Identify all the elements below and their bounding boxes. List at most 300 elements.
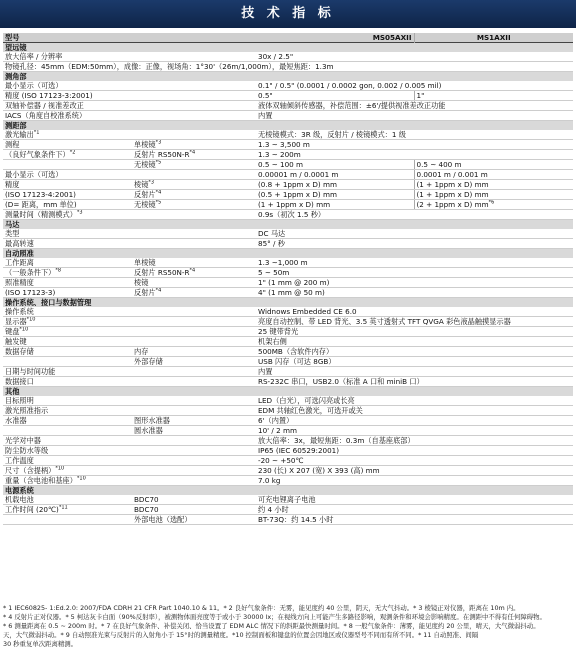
section-title: [3, 298, 573, 308]
spec-subitem: [132, 140, 256, 150]
spec-subitem: [132, 456, 256, 466]
spec-subitem: [132, 436, 256, 446]
section-title: [3, 121, 573, 131]
footnote-ref: *6: [488, 199, 495, 206]
spec-row: [3, 515, 573, 525]
spec-item: [3, 278, 132, 288]
spec-value: [256, 337, 573, 347]
spec-row: [3, 357, 573, 367]
spec-row: [3, 466, 573, 476]
spec-item: [3, 130, 132, 140]
spec-item: [3, 495, 132, 505]
spec-item: [3, 190, 132, 200]
footnote-ref: *10: [55, 465, 65, 472]
spec-row: [3, 190, 573, 200]
spec-item: [3, 210, 132, 220]
footnote-ref: *10: [19, 326, 29, 333]
spec-value-b: [414, 91, 573, 101]
section-title-text: 望远镜: [5, 43, 27, 52]
spec-value-text: 0.00001 m / 0.0001 m: [258, 170, 339, 179]
spec-item: [3, 367, 132, 377]
spec-value: [256, 426, 573, 436]
spec-row: [3, 150, 573, 160]
spec-value-text: 机架右侧: [258, 337, 287, 346]
footnotes: [3, 604, 573, 649]
spec-subitem: [132, 347, 256, 357]
spec-subitem: [132, 101, 256, 111]
footnote-line: 30 秒重复单次距离精测。: [3, 640, 78, 648]
spec-value-text: 1.3 ~ 3,500 m: [258, 140, 310, 149]
spec-subitem: [132, 416, 256, 426]
spec-subitem-text: BDC70: [134, 505, 159, 514]
spec-value-text: 亮度自动控制、带 LED 背光、3.5 英寸透射式 TFT QVGA 彩色液晶触摸显示器: [258, 317, 511, 326]
spec-row: [3, 446, 573, 456]
spec-value: [256, 180, 414, 190]
spec-value-b-text: 1": [416, 91, 425, 100]
spec-value: [256, 288, 573, 298]
spec-item-text: 精度: [5, 180, 20, 189]
spec-subitem-text: 无棱镜: [134, 160, 156, 169]
spec-subitem-text: 内存: [134, 347, 149, 356]
footnote-ref: *1: [33, 130, 40, 136]
spec-item: [3, 446, 132, 456]
spec-subitem: [132, 200, 256, 210]
spec-row: [3, 111, 573, 121]
spec-item: [3, 327, 132, 337]
spec-value: [256, 347, 573, 357]
spec-item-text: 数据存储: [5, 347, 34, 356]
spec-item: [3, 268, 132, 278]
header-row: [3, 33, 573, 43]
section-title-text: 测角部: [5, 72, 27, 81]
spec-row: [3, 229, 573, 239]
spec-value: [256, 406, 573, 416]
spec-row: [3, 347, 573, 357]
section-header: [3, 43, 573, 53]
spec-value: [256, 327, 573, 337]
spec-item-text: 尺寸（含提柄）: [5, 466, 56, 475]
spec-subitem-text: 反射片 RS50N-R: [134, 150, 190, 159]
spec-table: [3, 33, 573, 525]
spec-item-text: 重量（含电池和基座）: [5, 476, 77, 485]
spec-item-text: 工作距离: [5, 258, 34, 267]
spec-item: [3, 476, 132, 486]
spec-item: [3, 111, 132, 121]
spec-item-text: 照准精度: [5, 278, 34, 287]
spec-item: [3, 377, 132, 387]
section-title: [3, 72, 573, 82]
spec-subitem: [132, 377, 256, 387]
spec-item: [3, 337, 132, 347]
spec-value-text: RS-232C 串口，USB2.0（标准 A 口和 miniB 口）: [258, 377, 424, 386]
spec-item: [3, 406, 132, 416]
spec-value: [256, 367, 573, 377]
spec-subitem-text: 圆水准器: [134, 426, 163, 435]
footnote-ref: *5: [155, 159, 162, 166]
spec-value-b-text: 0.5 ~ 400 m: [416, 160, 462, 169]
section-title-text: 操作系统、接口与数据管理: [5, 298, 92, 307]
spec-value-b: [414, 190, 573, 200]
footnote-ref: *4: [189, 267, 196, 274]
spec-value-text: BT-73Q：约 14.5 小时: [258, 515, 334, 524]
spec-value-text: 内置: [258, 367, 273, 376]
spec-item: [3, 288, 132, 298]
spec-subitem-text: 外部存储: [134, 357, 163, 366]
spec-value-text: -20 ~ +50℃: [258, 456, 304, 465]
spec-value-text: 85° / 秒: [258, 239, 285, 248]
spec-value: [256, 456, 573, 466]
spec-row: [3, 436, 573, 446]
footnote-line: * 1 IEC60825- 1:Ed.2.0: 2007/FDA CDRH 21 CFR Part 1040.10 & 11。* 2 良好气象条件：无雾，能见度约 40 公里，阴天，无大气抖动。* 3 棱镜正对仪器，距离在 10m 内。: [3, 604, 520, 612]
spec-value-text: 放大倍率：3x，最短焦距：0.3m（自基座底部）: [258, 436, 415, 445]
spec-value: [256, 140, 573, 150]
spec-subitem: [132, 160, 256, 170]
footnote-line: * 4 反射片正对仪器。* 5 柯达灰卡白面（90%反射率），被测物体面亮度等于或小于 30000 lx；在视线方向上可能产生多路径影响，观测条件和环境会影响精度。在测距中不得有任何障碍物。: [3, 613, 546, 621]
spec-value: [256, 101, 573, 111]
spec-item: [3, 200, 132, 210]
spec-subitem-text: 单棱镜: [134, 258, 156, 267]
spec-row: [3, 396, 573, 406]
spec-subitem: [132, 466, 256, 476]
spec-item-text: (ISO 17123-4:2001): [5, 190, 76, 199]
spec-value-b: [414, 160, 573, 170]
spec-item-text: 工作温度: [5, 456, 34, 465]
spec-row: [3, 456, 573, 466]
spec-row: [3, 476, 573, 486]
spec-item-text: 测程: [5, 140, 20, 149]
spec-item: [3, 170, 132, 180]
spec-item: [3, 52, 132, 62]
spec-subitem-text: 图形水准器: [134, 416, 170, 425]
spec-value: [256, 52, 573, 62]
spec-value-text: 30x / 2.5": [258, 52, 294, 61]
spec-subitem-text: 反射片: [134, 288, 156, 297]
spec-value: [256, 268, 573, 278]
spec-value: [256, 377, 573, 387]
spec-subitem: [132, 337, 256, 347]
header-label: 型号: [3, 33, 132, 43]
spec-item-text: 双轴补偿器 / 视准差改正: [5, 101, 84, 110]
spec-value: [256, 446, 573, 456]
spec-value: [256, 495, 573, 505]
header-model-b: MS1AXII: [414, 33, 573, 43]
spec-subitem: [132, 130, 256, 140]
spec-subitem: [132, 406, 256, 416]
spec-value-b-text: (2 + 1ppm x D) mm: [416, 200, 489, 209]
footnote-ref: *3: [76, 209, 83, 216]
spec-value: [256, 396, 573, 406]
spec-value: [256, 278, 573, 288]
section-header: [3, 486, 573, 496]
spec-row: [3, 317, 573, 327]
spec-value: [256, 505, 573, 515]
spec-subitem: [132, 446, 256, 456]
spec-value-text: 0.1" / 0.5" (0.0001 / 0.0002 gon, 0.002 / 0.005 mil): [258, 81, 442, 90]
spec-row: [3, 101, 573, 111]
spec-item-text: 光学对中器: [5, 436, 41, 445]
spec-value-text: 500MB（含软件内存）: [258, 347, 334, 356]
spec-row: [3, 307, 573, 317]
spec-subitem: [132, 170, 256, 180]
spec-item-text: （一般条件下）: [5, 268, 56, 277]
spec-value-text: 5 ~ 50m: [258, 268, 290, 277]
spec-value: [256, 81, 573, 91]
spec-item-text: 激光照准指示: [5, 406, 49, 415]
spec-subitem: [132, 278, 256, 288]
spec-subitem: [132, 307, 256, 317]
section-header: [3, 121, 573, 131]
spec-value-text: 可充电锂离子电池: [258, 495, 316, 504]
spec-subitem: [132, 288, 256, 298]
spec-row: [3, 367, 573, 377]
spec-row: [3, 327, 573, 337]
spec-value: [256, 190, 414, 200]
spec-subitem: [132, 150, 256, 160]
spec-subitem: [132, 91, 256, 101]
spec-value-text: 4" (1 mm @ 50 m): [258, 288, 325, 297]
section-header: [3, 298, 573, 308]
spec-subitem: [132, 317, 256, 327]
footnote-ref: *10: [76, 475, 86, 482]
spec-row: [3, 91, 573, 101]
spec-value: [256, 200, 414, 210]
spec-subitem-text: 反射片: [134, 190, 156, 199]
spec-value-text: 10' / 2 mm: [258, 426, 297, 435]
footnote-ref: *2: [69, 149, 76, 156]
footnote-line: 天，大气微弱抖动。* 9 自动照准光束与反射片的入射角小于 15°时的测量精度。*10 控制面板和键盘的位置会因地区或仪器型号不同而有所不同。* 11 自动照准、间隔: [3, 631, 479, 639]
spec-item-text: 最高转速: [5, 239, 34, 248]
spec-row: [3, 377, 573, 387]
header-spacer: [132, 33, 256, 43]
spec-subitem: [132, 327, 256, 337]
footnote-ref: *4: [189, 149, 196, 156]
spec-row: [3, 62, 573, 72]
spec-value-b: [414, 180, 573, 190]
spec-value: [256, 317, 573, 327]
spec-item-text: 显示器: [5, 317, 27, 326]
spec-value-b-text: 0.0001 m / 0.001 m: [416, 170, 488, 179]
spec-value-text: 6'（内置）: [258, 416, 294, 425]
spec-item: [3, 466, 132, 476]
spec-item-text: 放大倍率 / 分辨率: [5, 52, 63, 61]
spec-value-text: 0.5 ~ 100 m: [258, 160, 304, 169]
spec-item-text: 操作系统: [5, 307, 34, 316]
spec-value: [256, 210, 573, 220]
spec-row: [3, 130, 573, 140]
spec-value: [256, 416, 573, 426]
spec-value-text: 0.5": [258, 91, 273, 100]
spec-subitem: [132, 258, 256, 268]
spec-subitem: [132, 239, 256, 249]
spec-value: [256, 515, 573, 525]
spec-subitem: [132, 495, 256, 505]
spec-item-text: 激光输出: [5, 130, 34, 139]
spec-value-text: 1.3 ~1,000 m: [258, 258, 308, 267]
spec-subitem: [132, 505, 256, 515]
spec-value: [256, 150, 573, 160]
section-title: [3, 387, 573, 397]
spec-row: [3, 200, 573, 210]
spec-value-text: (0.5 + 1ppm x D) mm: [258, 190, 337, 199]
spec-row: [3, 495, 573, 505]
spec-item: [3, 81, 132, 91]
spec-value-text: 230 (长) X 207 (宽) X 393 (高) mm: [258, 466, 380, 475]
spec-value: [256, 170, 414, 180]
spec-item: [3, 307, 132, 317]
spec-row: [3, 268, 573, 278]
section-title: [3, 43, 573, 53]
section-header: [3, 249, 573, 259]
footnote-ref: *11: [58, 504, 68, 511]
spec-item: [3, 426, 132, 436]
spec-item: [3, 505, 132, 515]
spec-item: [3, 436, 132, 446]
spec-value-text: EDM 共轴红色激光，可选开或关: [258, 406, 363, 415]
spec-value-b-text: (1 + 1ppm x D) mm: [416, 190, 489, 199]
spec-subitem: [132, 268, 256, 278]
footnote-ref: *4: [155, 189, 162, 196]
spec-value-text: 1" (1 mm @ 200 m): [258, 278, 330, 287]
spec-item: [3, 396, 132, 406]
spec-value-b-text: (1 + 1ppm x D) mm: [416, 180, 489, 189]
spec-item: [3, 160, 132, 170]
spec-item-text: 目标照明: [5, 396, 34, 405]
spec-item-text: （良好气象条件下）: [5, 150, 70, 159]
spec-item: [3, 101, 132, 111]
spec-value-text: 液体双轴倾斜传感器，补偿范围：±6'/提供视准差改正功能: [258, 101, 446, 110]
spec-subitem: [132, 111, 256, 121]
spec-value: [256, 229, 573, 239]
spec-item: [3, 180, 132, 190]
spec-value-b: [414, 200, 573, 210]
spec-item-text: (D= 距离，mm 单位): [5, 200, 77, 209]
spec-subitem: [132, 81, 256, 91]
spec-item: [3, 62, 573, 72]
section-title: [3, 486, 573, 496]
spec-subitem: [132, 190, 256, 200]
spec-value-text: (1 + 1ppm x D) mm: [258, 200, 331, 209]
spec-subitem: [132, 229, 256, 239]
spec-item-text: 防尘防水等级: [5, 446, 49, 455]
spec-table-body: [3, 33, 573, 525]
spec-value-text: IP65 (IEC 60529:2001): [258, 446, 340, 455]
footnote-ref: *4: [155, 287, 162, 294]
spec-row: [3, 170, 573, 180]
spec-item: [3, 239, 132, 249]
spec-subitem-text: 外部电池（选配）: [134, 515, 192, 524]
spec-value-text: 1.3 ~ 200m: [258, 150, 301, 159]
spec-item-text: 触发键: [5, 337, 27, 346]
spec-value: [256, 160, 414, 170]
spec-value-text: Widnows Embedded CE 6.0: [258, 307, 357, 316]
spec-value: [256, 357, 573, 367]
spec-item: [3, 317, 132, 327]
spec-subitem: [132, 52, 256, 62]
spec-subitem: [132, 476, 256, 486]
spec-row: [3, 337, 573, 347]
spec-item: [3, 347, 132, 357]
spec-item: [3, 258, 132, 268]
spec-item: [3, 229, 132, 239]
spec-value: [256, 307, 573, 317]
spec-value: [256, 258, 573, 268]
spec-item-text: (ISO 17123-3): [5, 288, 56, 297]
spec-subitem-text: 无棱镜: [134, 200, 156, 209]
section-title: [3, 249, 573, 259]
section-title-text: 测距部: [5, 121, 27, 130]
spec-subitem: [132, 396, 256, 406]
spec-value-text: 内置: [258, 111, 273, 120]
spec-item-text: 精度 (ISO 17123-3:2001): [5, 91, 93, 100]
section-header: [3, 387, 573, 397]
spec-item: [3, 357, 132, 367]
header-model-a: MS05AXII: [256, 33, 414, 43]
spec-subitem-text: 单棱镜: [134, 140, 156, 149]
spec-item-text: 物镜孔径：45mm（EDM:50mm），成像：正像，视场角：1°30'（26m/1,000m），最短焦距：1.3m: [5, 62, 334, 71]
spec-row: [3, 160, 573, 170]
spec-subitem: [132, 367, 256, 377]
spec-value-text: 0.9s（初次 1.5 秒）: [258, 210, 326, 219]
spec-item-text: 测量时间（精测模式）: [5, 210, 77, 219]
spec-row: [3, 239, 573, 249]
spec-value: [256, 91, 414, 101]
spec-value-text: 7.0 kg: [258, 476, 281, 485]
spec-item: [3, 515, 132, 525]
spec-row: [3, 140, 573, 150]
spec-item-text: 机载电池: [5, 495, 34, 504]
spec-row: [3, 288, 573, 298]
spec-value: [256, 436, 573, 446]
spec-item-text: 工作时间 (20℃): [5, 505, 59, 514]
spec-value: [256, 111, 573, 121]
spec-row: [3, 210, 573, 220]
section-title: [3, 220, 573, 230]
spec-subitem: [132, 515, 256, 525]
spec-item: [3, 91, 132, 101]
section-header: [3, 220, 573, 230]
spec-subitem: [132, 210, 256, 220]
spec-row: [3, 81, 573, 91]
spec-subitem-text: 棱镜: [134, 180, 149, 189]
footnote-ref: *10: [26, 316, 36, 323]
spec-row: [3, 416, 573, 426]
spec-value: [256, 130, 573, 140]
footnote-ref: *8: [55, 267, 62, 274]
footnote-ref: *3: [148, 179, 155, 186]
section-header: [3, 72, 573, 82]
spec-subitem: [132, 426, 256, 436]
spec-row: [3, 406, 573, 416]
footnote-ref: *5: [155, 199, 162, 206]
spec-value-text: LED（白光），可选闪亮或长亮: [258, 396, 355, 405]
spec-item-text: IACS（角度自校准系统）: [5, 111, 87, 120]
spec-value: [256, 476, 573, 486]
spec-item-text: 最小显示（可选）: [5, 81, 63, 90]
spec-row: [3, 52, 573, 62]
spec-item: [3, 456, 132, 466]
spec-value-text: DC 马达: [258, 229, 286, 238]
spec-item: [3, 150, 132, 160]
spec-item-text: 类型: [5, 229, 20, 238]
spec-value: [256, 239, 573, 249]
spec-value-text: USB 闪存（可达 8GB）: [258, 357, 336, 366]
spec-item-text: 键盘: [5, 327, 20, 336]
footnote-ref: *3: [155, 139, 162, 146]
spec-subitem: [132, 357, 256, 367]
spec-value-text: 25 键带背光: [258, 327, 299, 336]
footnote-line: * 6 测量距离在 0.5 ~ 200m 时。* 7 在良好气象条件、补偿关闭、恰当设置了 EDM ALC 情况下的斜距最快测量时间。* 8 一般气象条件：薄雾，能见度约 20 公里，晴天，大气微弱抖动。: [3, 622, 540, 630]
section-title-text: 自动照准: [5, 249, 34, 258]
